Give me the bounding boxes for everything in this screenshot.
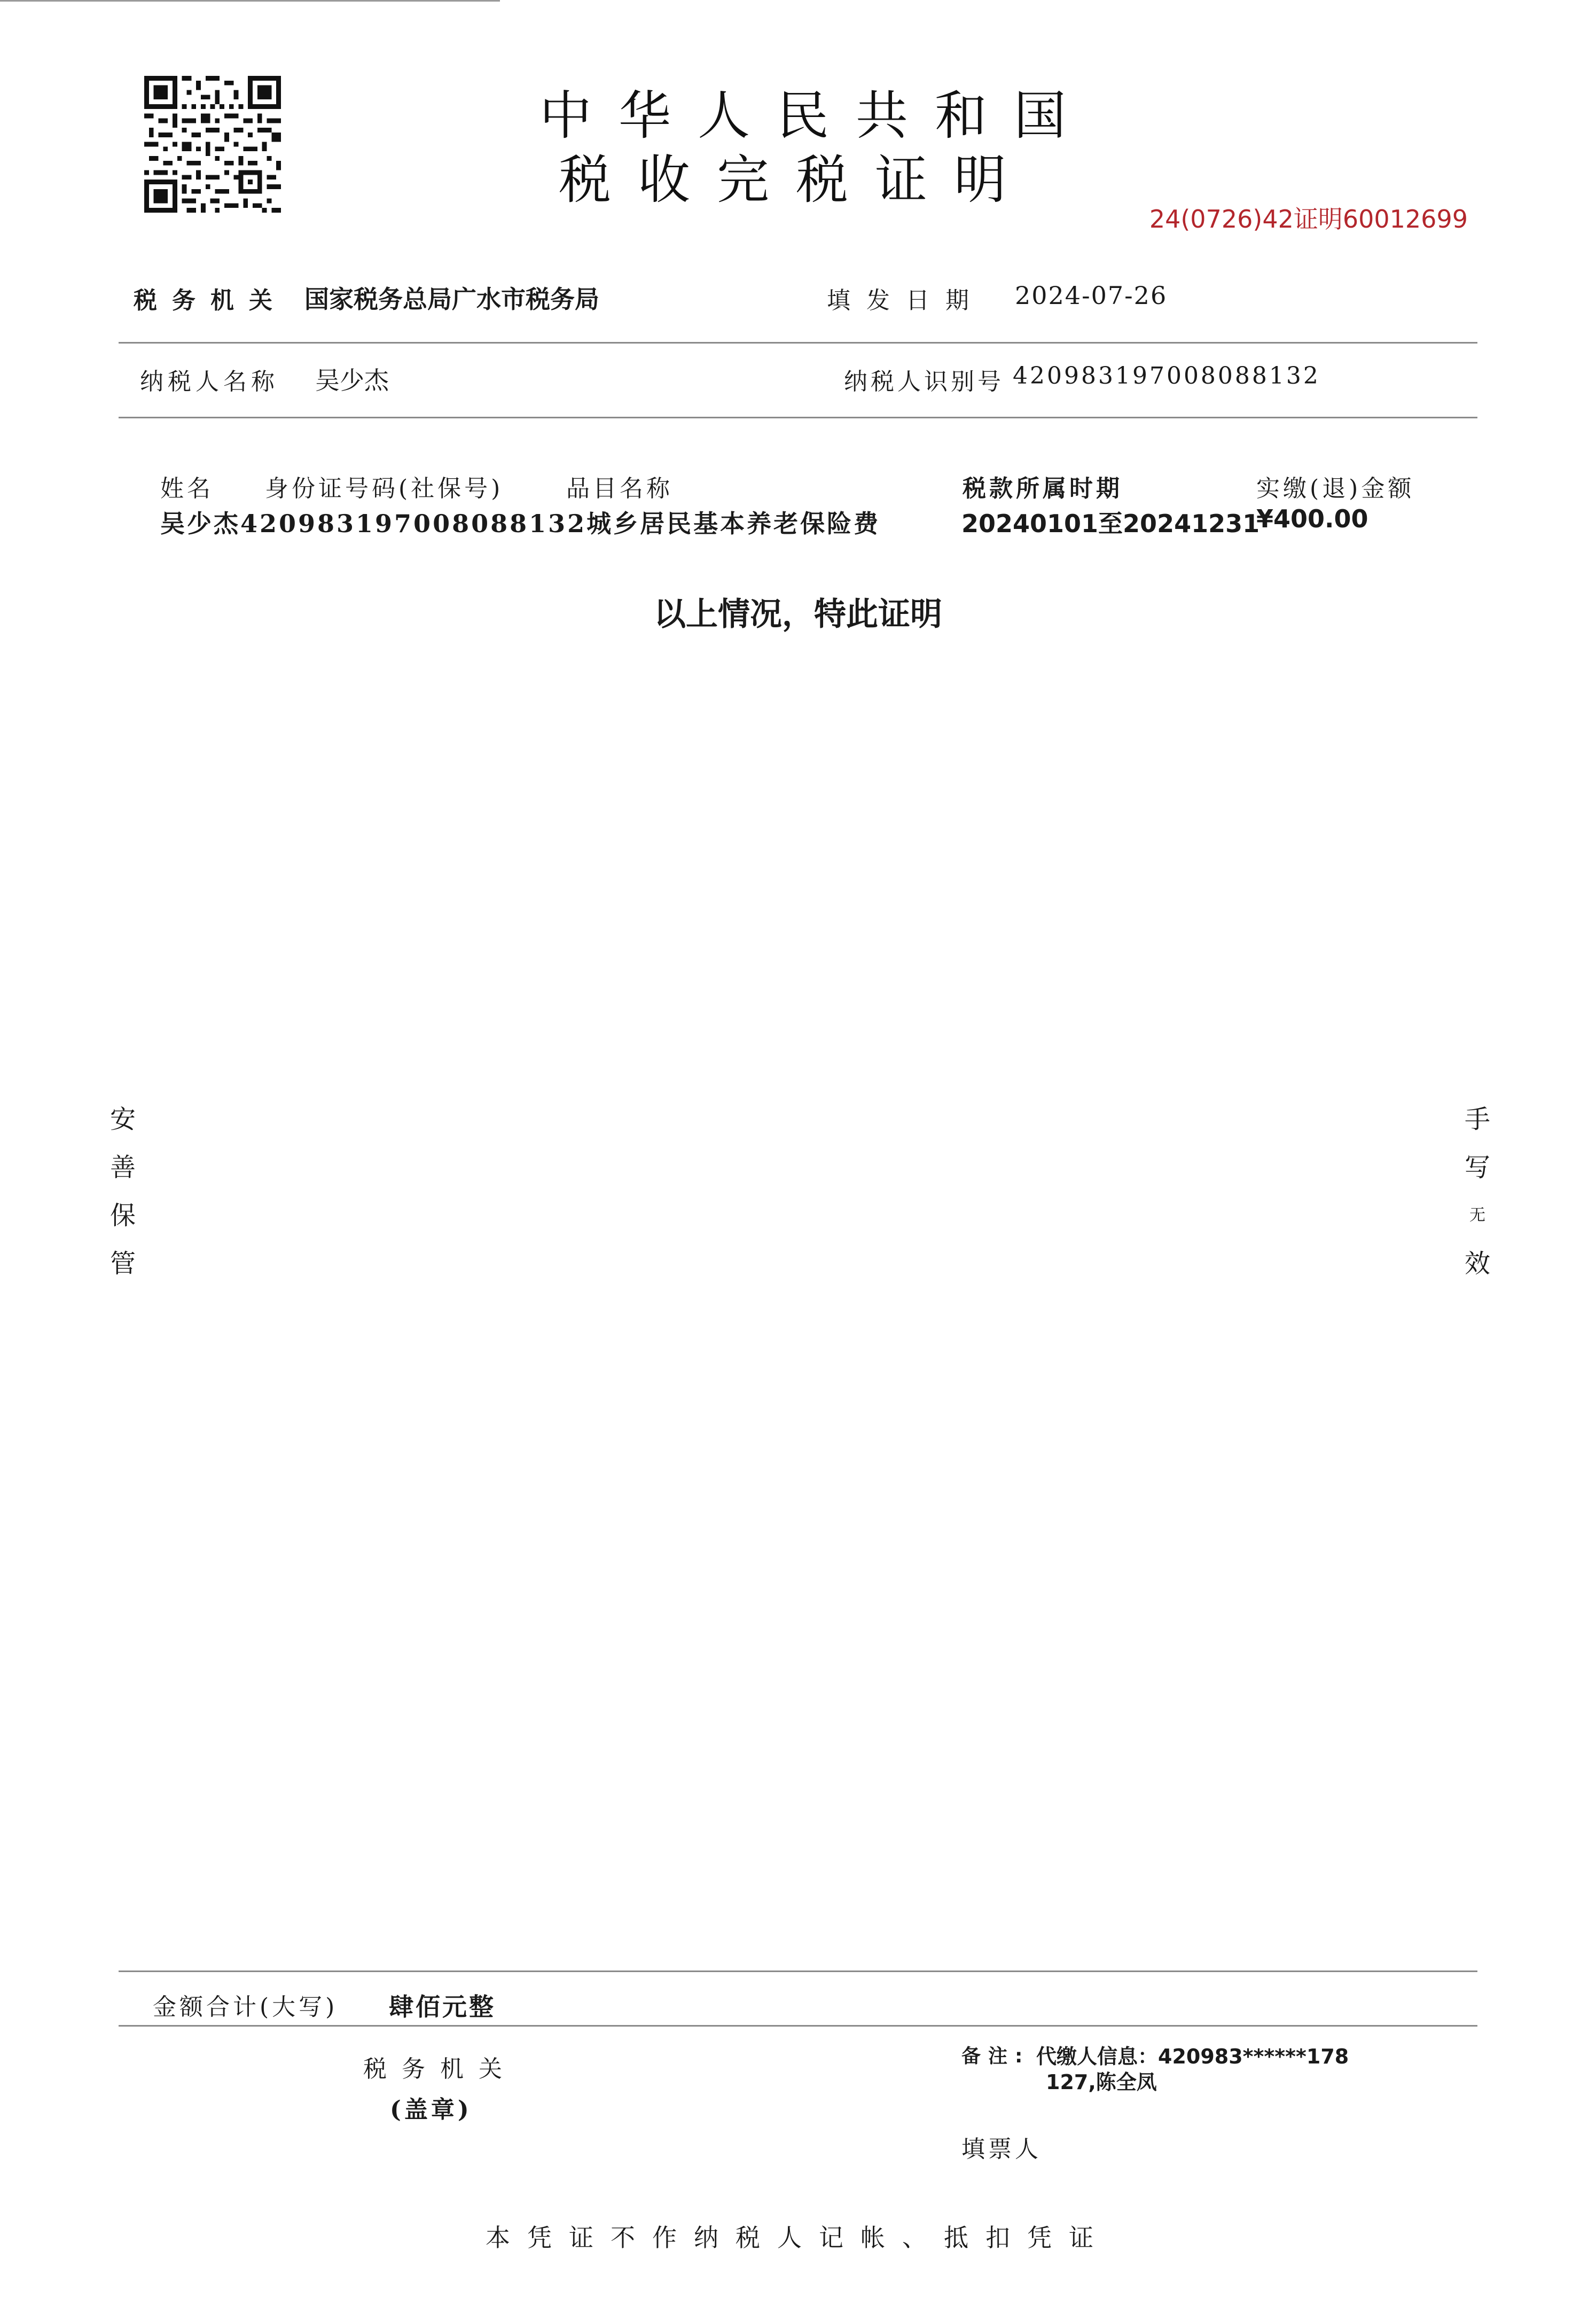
remark-value-line1: 代缴人信息：420983******178: [1036, 2045, 1349, 2068]
side-char: 无: [1469, 1206, 1485, 1225]
side-char: 手: [1464, 1104, 1490, 1134]
column-header-name: 姓名: [160, 475, 214, 502]
table-row-name-id-item: 吴少杰420983197008088132城乡居民基本养老保险费: [160, 509, 881, 538]
column-header-amount: 实缴(退)金额: [1256, 475, 1415, 502]
filler-label: 填票人: [961, 2136, 1042, 2163]
seal-label: (盖章): [390, 2096, 472, 2123]
qr-code-icon: [144, 76, 281, 213]
side-char: 善: [109, 1152, 136, 1182]
side-note-right: [1461, 1095, 1493, 1288]
signing-authority-label: 税务机关: [363, 2055, 517, 2083]
certificate-number: 24(0726)42证明60012699: [1149, 205, 1468, 233]
side-char: 效: [1464, 1249, 1490, 1279]
total-amount-label: 金额合计(大写): [153, 1993, 338, 2021]
document-title-line2: 税收完税证明: [558, 150, 1033, 211]
side-char: 保: [109, 1201, 136, 1230]
title-underline: [0, 0, 500, 2]
taxpayer-name-label: 纳税人名称: [140, 368, 279, 395]
total-amount-value: 肆佰元整: [389, 1992, 496, 2021]
document-title-line1: 中华人民共和国: [539, 85, 1093, 146]
taxpayer-id-value: 420983197008088132: [1013, 362, 1320, 390]
issue-date-value: 2024-07-26: [1015, 281, 1168, 310]
tax-authority-label: 税务机关: [134, 287, 287, 314]
remark-value-line2: 127,陈全凤: [1046, 2070, 1157, 2094]
divider: [119, 342, 1477, 344]
side-note-left: [107, 1095, 139, 1288]
side-char: 安: [109, 1104, 136, 1134]
column-header-period: 税款所属时期: [963, 475, 1123, 502]
taxpayer-id-label: 纳税人识别号: [844, 368, 1004, 395]
table-row-amount: ¥400.00: [1256, 504, 1368, 533]
column-header-id-number: 身份证号码(社保号): [265, 475, 504, 502]
side-char: 管: [109, 1249, 136, 1279]
certification-statement: 以上情况，特此证明: [654, 596, 942, 633]
divider: [119, 2025, 1477, 2027]
tax-authority-value: 国家税务总局广水市税务局: [304, 285, 599, 314]
divider: [119, 417, 1477, 418]
side-char: 写: [1464, 1152, 1490, 1182]
footer-disclaimer: 本凭证不作纳税人记帐、抵扣凭证: [486, 2223, 1110, 2252]
taxpayer-name-value: 吴少杰: [315, 366, 389, 395]
remark-label: 备注:: [961, 2045, 1030, 2067]
divider: [119, 1970, 1477, 1972]
table-row-period: 20240101至20241231: [961, 509, 1260, 538]
issue-date-label: 填发日期: [827, 287, 985, 314]
column-header-item: 品目名称: [566, 475, 673, 502]
